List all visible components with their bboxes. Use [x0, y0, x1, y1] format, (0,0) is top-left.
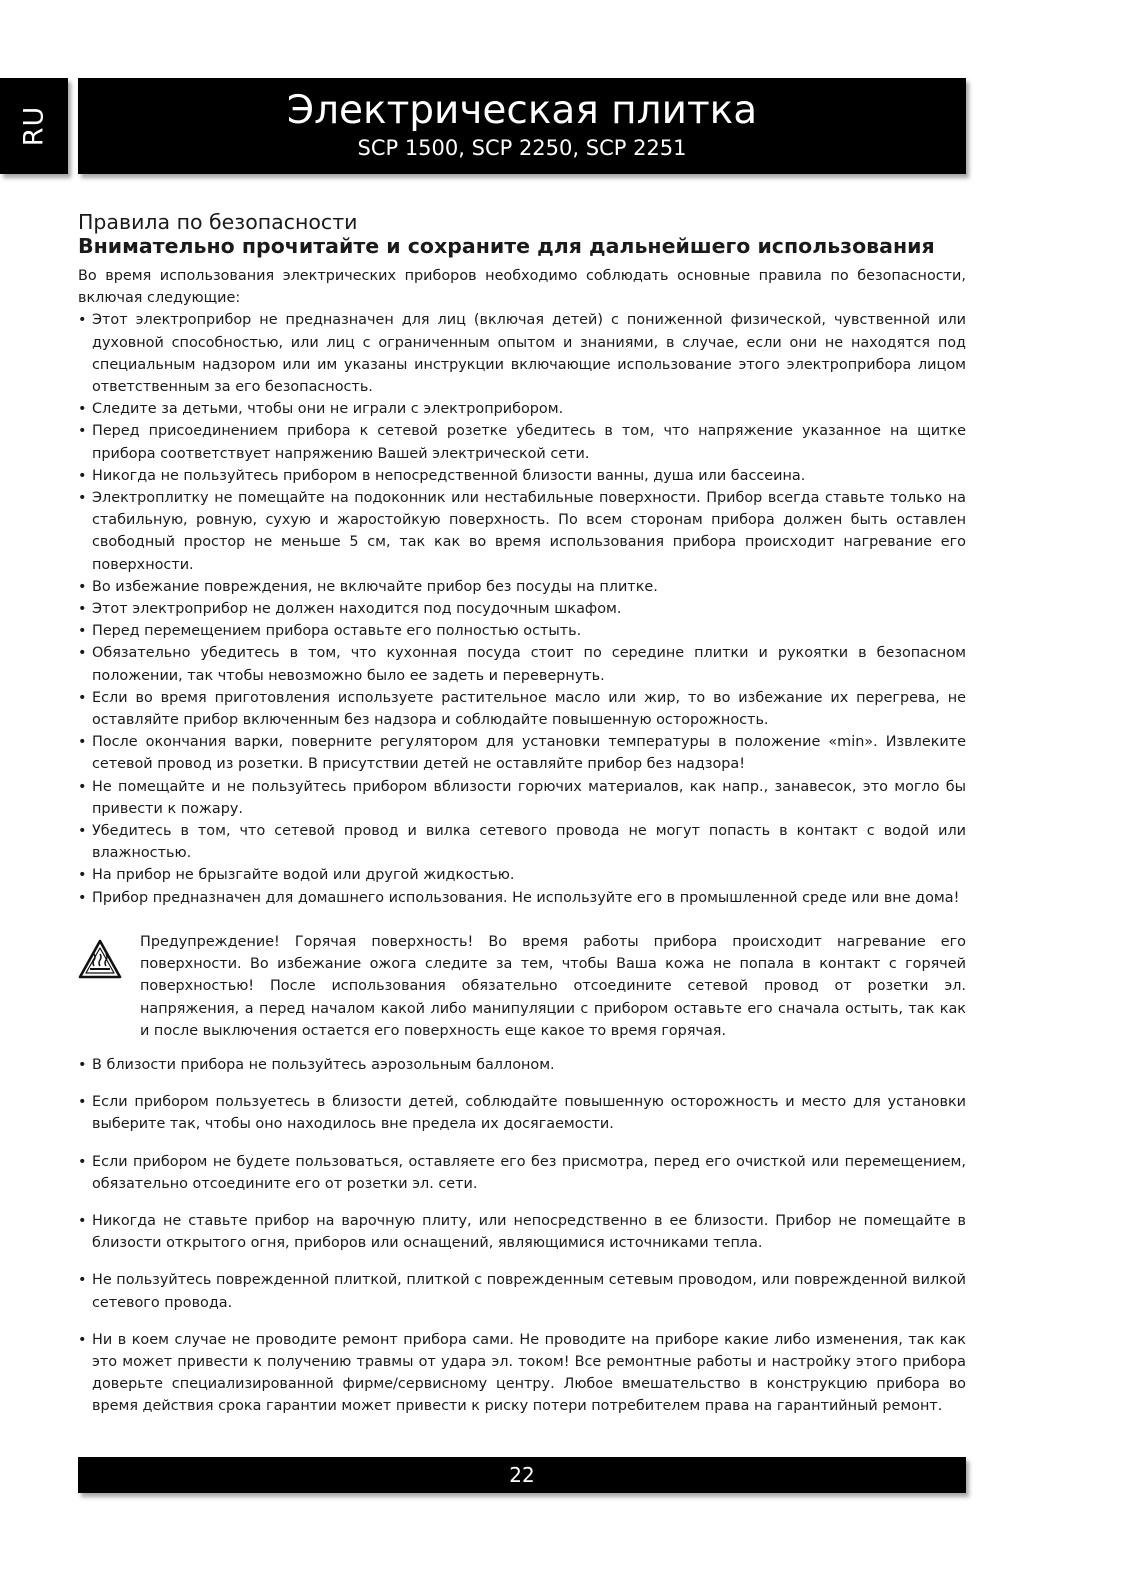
list-item: • Не помещайте и не пользуйтесь прибором вблизости горючих материалов, как напр., занавесок, это могло бы привести к пожару.	[78, 776, 966, 820]
list-item: • Перед перемещением прибора оставьте его полностью остыть.	[78, 620, 966, 642]
footer-bar	[78, 1457, 966, 1493]
list-item: • Не пользуйтесь поврежденной плиткой, плиткой с поврежденным сетевым проводом, или поврежденной вилкой сетевого провода.	[78, 1269, 966, 1313]
list-item: • Если прибором не будете пользоваться, оставляете его без присмотра, перед его очисткой или перемещением, обязательно отсоедините его от розетки эл. сети.	[78, 1151, 966, 1195]
section-heading: Правила по безопасности	[78, 210, 358, 234]
safety-rules-list	[78, 309, 966, 908]
list-item: • Если прибором пользуетесь в близости детей, соблюдайте повышенную осторожность и место для установки выберите так, чтобы оно находилось вне предела их досягаемости.	[78, 1091, 966, 1135]
language-label: RU	[18, 105, 50, 147]
list-item: • На прибор не брызгайте водой или другой жидкостью.	[78, 864, 966, 886]
hot-surface-warning-icon	[78, 939, 122, 979]
page-number: 22	[509, 1463, 535, 1487]
list-item: • Ни в коем случае не проводите ремонт прибора сами. Не проводите на приборе какие либо изменения, так как это может привести к получению травмы от удара эл. током! Все ремонтные работы и настройку этого прибора доверьте специализированной фирме/сервисному центру. Любое вмешательство в конструкцию прибора во время действия срока гарантии может привести к риску потери потребителем права на гарантийный ремонт.	[78, 1329, 966, 1418]
list-item: • Этот электроприбор не предназначен для лиц (включая детей) с пониженной физической, чувственной или духовной способностью, или лиц с ограниченным опытом и знаниями, в случае, если они не находятся под специальным надзором или им указаны инструкции включающие использование этого электроприбора лицом ответственным за его безопасность.	[78, 309, 966, 398]
header-bar	[78, 78, 966, 174]
list-item: • Электроплитку не помещайте на подоконник или нестабильные поверхности. Прибор всегда ставьте только на стабильную, ровную, сухую и жаростойкую поверхность. По всем сторонам прибора должен быть оставлен свободный простор не меньше 5 см, так как во время использования прибора происходит нагревание его поверхности.	[78, 487, 966, 576]
list-item: • Во избежание повреждения, не включайте прибор без посуды на плитке.	[78, 576, 966, 598]
list-item: • Убедитесь в том, что сетевой провод и вилка сетевого провода не могут попасть в контакт с водой или влажностью.	[78, 820, 966, 864]
intro-paragraph: Во время использования электрических приборов необходимо соблюдать основные правила по безопасности, включая следующие:	[78, 268, 966, 307]
page-title: Электрическая плитка	[286, 88, 758, 133]
instruction-heading: Внимательно прочитайте и сохраните для дальнейшего использования	[78, 234, 935, 258]
hot-surface-warning	[78, 931, 966, 1042]
list-item: • Никогда не пользуйтесь прибором в непосредственной близости ванны, душа или бассеина.	[78, 465, 966, 487]
list-item: • Следите за детьми, чтобы они не играли с электроприбором.	[78, 398, 966, 420]
list-item: • Обязательно убедитесь в том, что кухонная посуда стоит по середине плитки и рукоятки в безопасном положении, так чтобы невозможно было ее задеть и перевернуть.	[78, 642, 966, 686]
list-item: • Прибор предназначен для домашнего использования. Не используйте его в промышленной среде или вне дома!	[78, 887, 966, 909]
list-item: • В близости прибора не пользуйтесь аэрозольным баллоном.	[78, 1054, 966, 1076]
warning-text: Предупреждение! Горячая поверхность! Во время работы прибора происходит нагревание его поверхности. Во избежание ожога следите за тем, чтобы Ваша кожа не попала в контакт с горячей поверхностью! После использования обязательно отсоедините сетевой провод от розетки эл. напряжения, а перед началом какой либо манипуляции с прибором оставьте его сначала остыть, так как и после выключения остается его поверхность еще какое то время горячая.	[140, 933, 966, 1039]
main-content	[78, 211, 966, 1433]
list-item: • Никогда не ставьте прибор на варочную плиту, или непосредственно в ее близости. Прибор не помещайте в близости открытого огня, приборов или оснащений, являющимися источниками тепла.	[78, 1210, 966, 1254]
list-item: • Перед присоединением прибора к сетевой розетке убедитесь в том, что напряжение указанное на щитке прибора соответствует напряжению Вашей электрической сети.	[78, 420, 966, 464]
list-item: • Если во время приготовления используете растительное масло или жир, то во избежание их перегрева, не оставляйте прибор включенным без надзора и соблюдайте повышенную осторожность.	[78, 687, 966, 731]
list-item: • После окончания варки, поверните регулятором для установки температуры в положение «min». Извлеките сетевой провод из розетки. В присутствии детей не оставляйте прибор без надзора!	[78, 731, 966, 775]
list-item: • Этот электроприбор не должен находится под посудочным шкафом.	[78, 598, 966, 620]
additional-rules-list	[78, 1054, 966, 1418]
language-tab	[0, 78, 68, 174]
model-list: SCP 1500, SCP 2250, SCP 2251	[357, 136, 687, 160]
